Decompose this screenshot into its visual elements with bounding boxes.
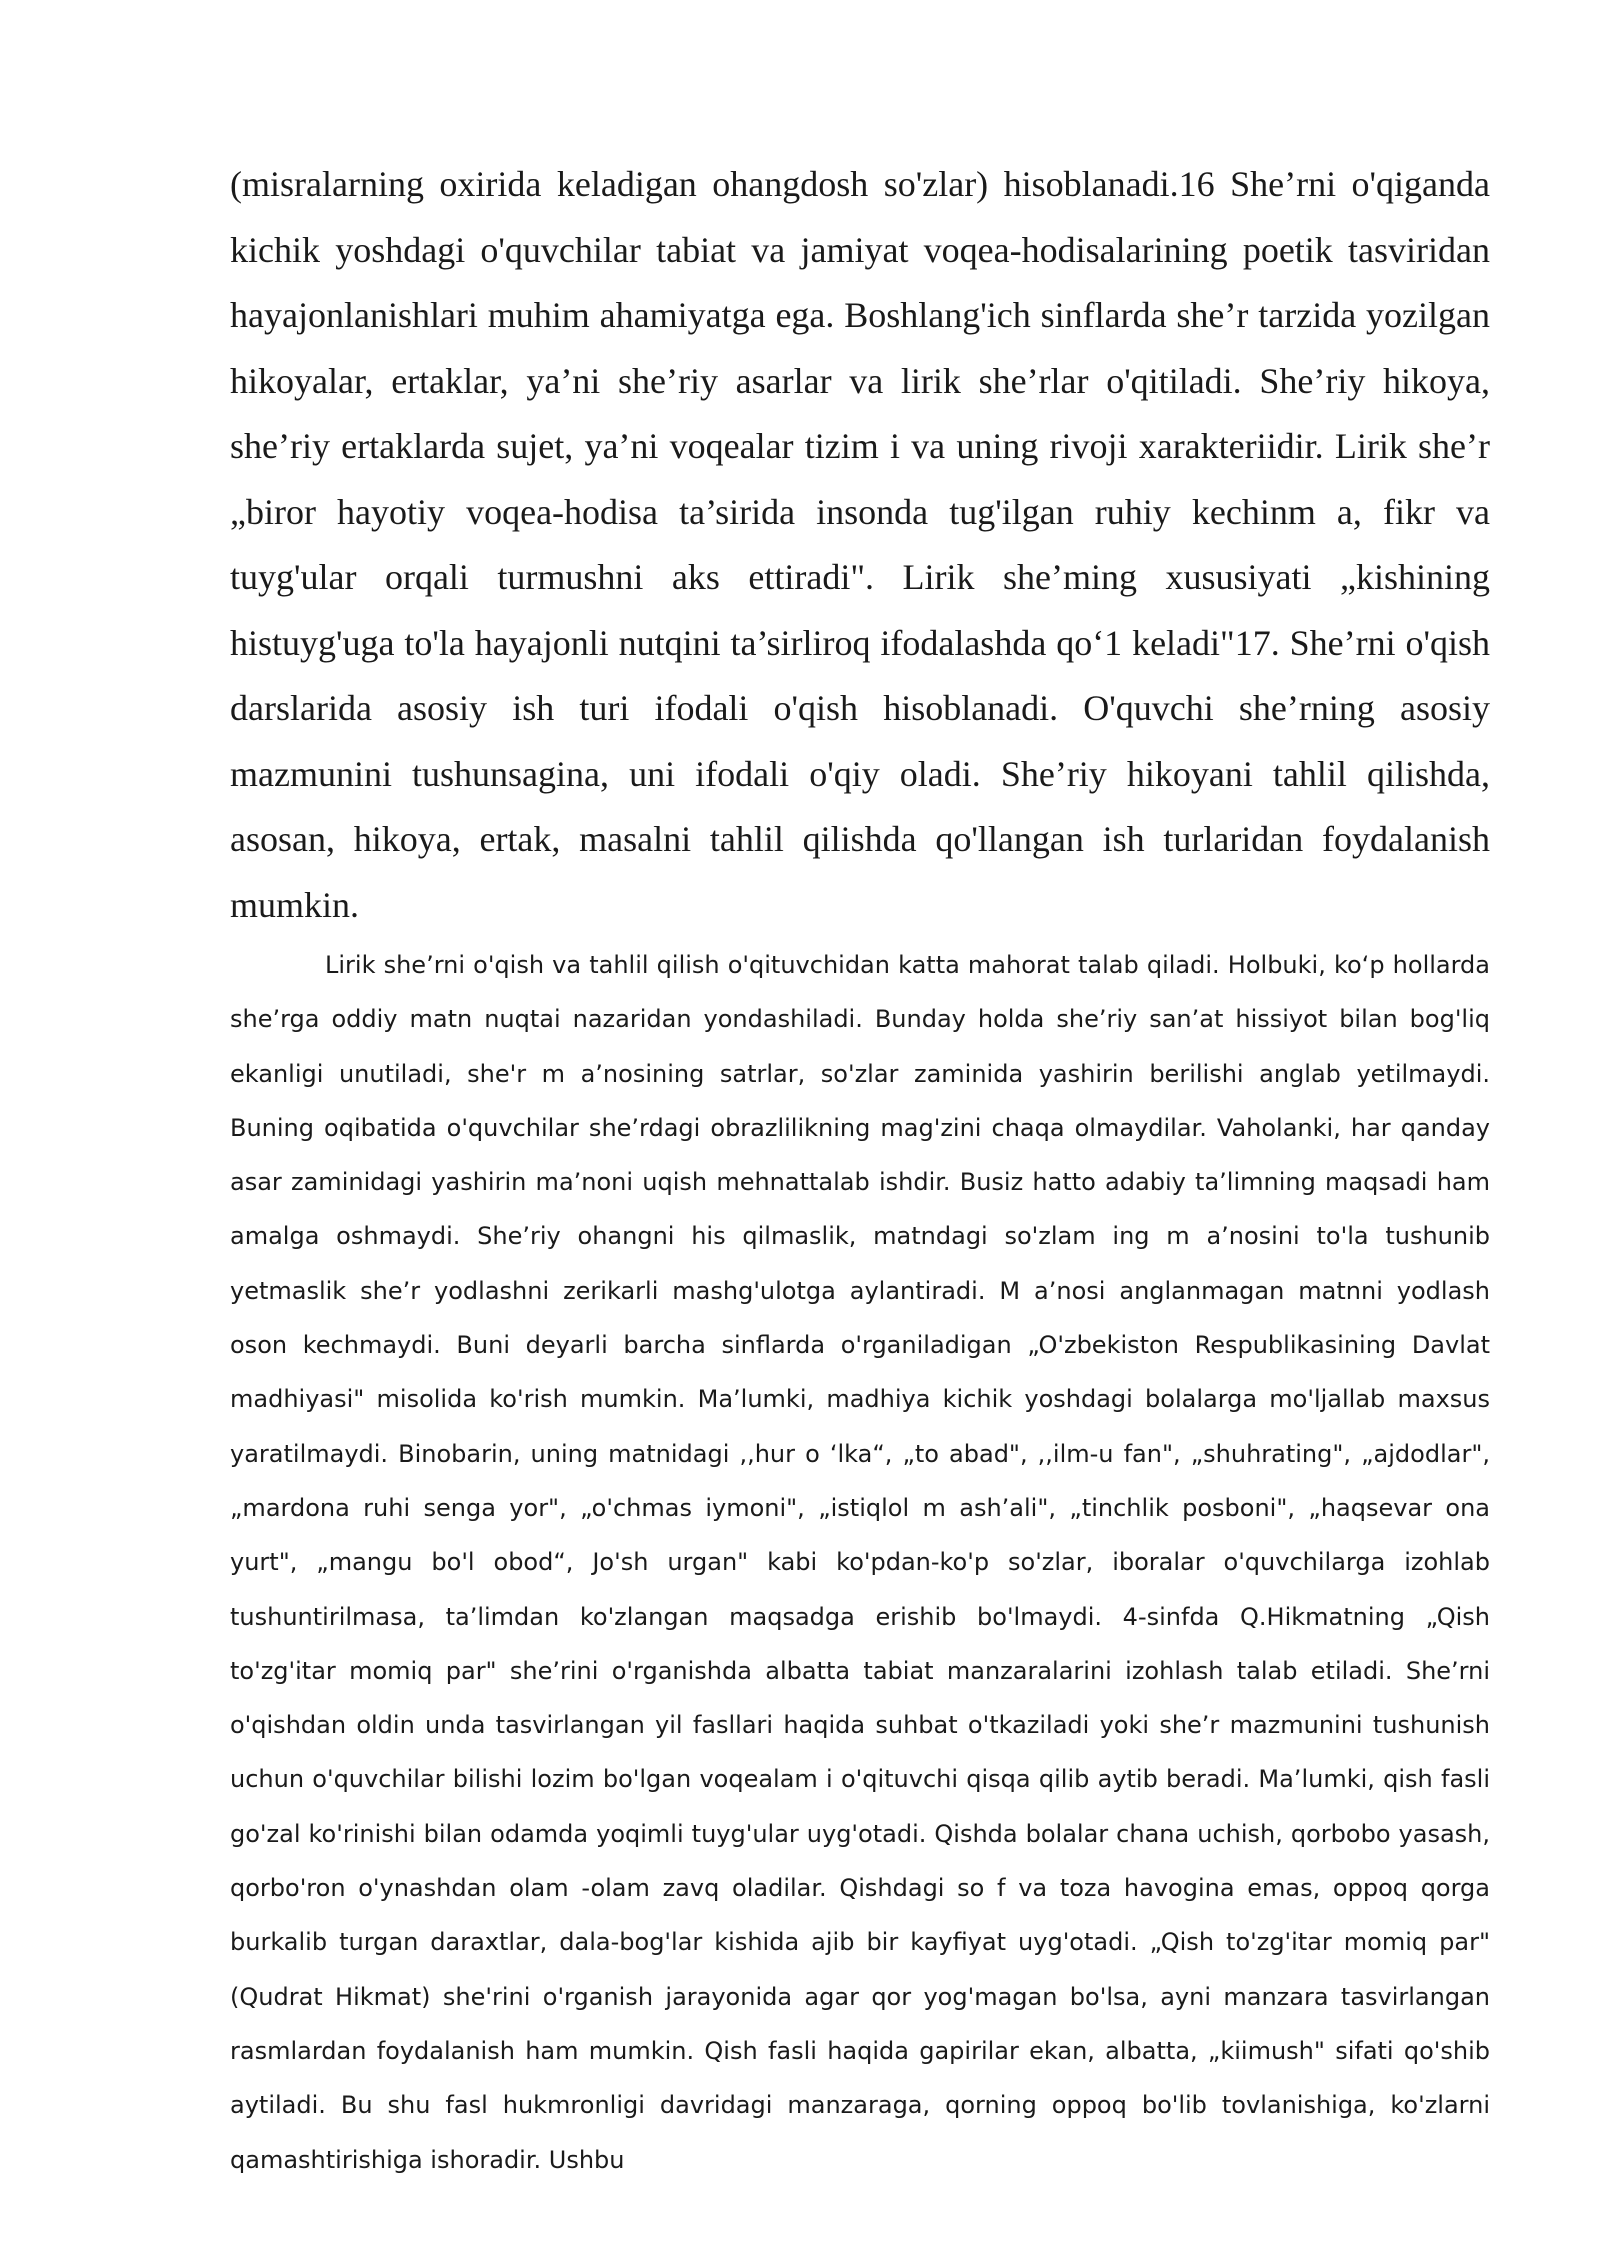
body-paragraph-serif: (misralarning oxirida keladigan ohangdosh so'zlar) hisoblanadi.16 She’rni o'qiganda kichik yoshdagi o'quvchilar tabiat va jamiyat voqea-hodisalarining poetik tasviridan hayajonlanishlari muhim ahamiyatga ega. Boshlang'ich sinflarda she’r tarzida yozilgan hikoyalar, ertaklar, ya’ni she’riy asarlar va lirik she’rlar o'qitiladi. She’riy hikoya, she’riy ertaklarda sujet, ya’ni voqealar tizim i va uning rivoji xarakteriidir. Lirik she’r „biror hayotiy voqea-hodisa ta’sirida insonda tug'ilgan ruhiy kechinm a, fikr va tuyg'ular orqali turmushni aks ettiradi". Lirik she’ming xususiyati „kishining histuyg'uga to'la hayajonli nutqini ta’sirliroq ifodalashda qo‘1 keladi"17. She’rni o'qish darslarida asosiy ish turi ifodali o'qish hisoblanadi. O'quvchi she’rning asosiy mazmunini tushunsagina, uni ifodali o'qiy oladi. She’riy hikoyani tahlil qilishda, asosan, hikoya, ertak, masalni tahlil qilishda qo'llangan ish turlaridan foydalanish mumkin. — [230, 164, 1490, 925]
body-paragraph-sans: Lirik she’rni o'qish va tahlil qilish o'qituvchidan katta mahorat talab qiladi. Holbuki, ko‘p hollarda she’rga oddiy matn nuqtai nazaridan yondashiladi. Bunday holda she’riy san’at hissiyot bilan bog'liq ekanligi unutiladi, she'r m a’nosining satrlar, so'zlar zaminida yashirin berilishi anglab yetilmaydi. Buning oqibatida o'quvchilar she’rdagi obrazlilikning mag'zini chaqa olmaydilar. Vaholanki, har qanday asar zaminidagi yashirin ma’noni uqish mehnattalab ishdir. Busiz hatto adabiy ta’limning maqsadi ham amalga oshmaydi. She’riy ohangni his qilmaslik, matndagi so'zlam ing m a’nosini to'la tushunib yetmaslik she’r yodlashni zerikarli mashg'ulotga aylantiradi. M a’nosi anglanmagan matnni yodlash oson kechmaydi. Buni deyarli barcha sinflarda o'rganiladigan „O'zbekiston Respublikasining Davlat madhiyasi" misolida ko'rish mumkin. Ma’lumki, madhiya kichik yoshdagi bolalarga mo'ljallab maxsus yaratilmaydi. Binobarin, uning matnidagi ,,hur o ‘lka“, „to abad", ,,ilm-u fan", „shuhrating", „ajdodlar", „mardona ruhi senga yor", „o'chmas iymoni", „istiqlol m ash’ali", „tinchlik posboni", „haqsevar ona yurt", „mangu bo'l obod“, Jo'sh urgan" kabi ko'pdan-ko'p so'zlar, iboralar o'quvchilarga izohlab tushuntirilmasa, ta’limdan ko'zlangan maqsadga erishib bo'lmaydi. 4-sinfda Q.Hikmatning „Qish to'zg'itar momiq par" she’rini o'rganishda albatta tabiat manzaralarini izohlash talab etiladi. She’rni o'qishdan oldin unda tasvirlangan yil fasllari haqida suhbat o'tkaziladi yoki she’r mazmunini tushunish uchun o'quvchilar bilishi lozim bo'lgan voqealam i o'qituvchi qisqa qilib aytib beradi. Ma’lumki, qish fasli go'zal ko'rinishi bilan odamda yoqimli tuyg'ular uyg'otadi. Qishda bolalar chana uchish, qorbobo yasash, qorbo'ron o'ynashdan olam -olam zavq oladilar. Qishdagi so f va toza havogina emas, oppoq qorga burkalib turgan daraxtlar, dala-bog'lar kishida ajib bir kayfiyat uyg'otadi. „Qish to'zg'itar momiq par" (Qudrat Hikmat) she'rini o'rganish jarayonida agar qor yog'magan bo'lsa, ayni manzara tasvirlangan rasmlardan foydalanish ham mumkin. Qish fasli haqida gapirilar ekan, albatta, „kiimush" sifati qo'shib aytiladi. Bu shu fasl hukmronligi davridagi manzaraga, qorning oppoq bo'lib tovlanishiga, ko'zlarni qamashtirishiga ishoradir. Ushbu — [230, 951, 1490, 2174]
